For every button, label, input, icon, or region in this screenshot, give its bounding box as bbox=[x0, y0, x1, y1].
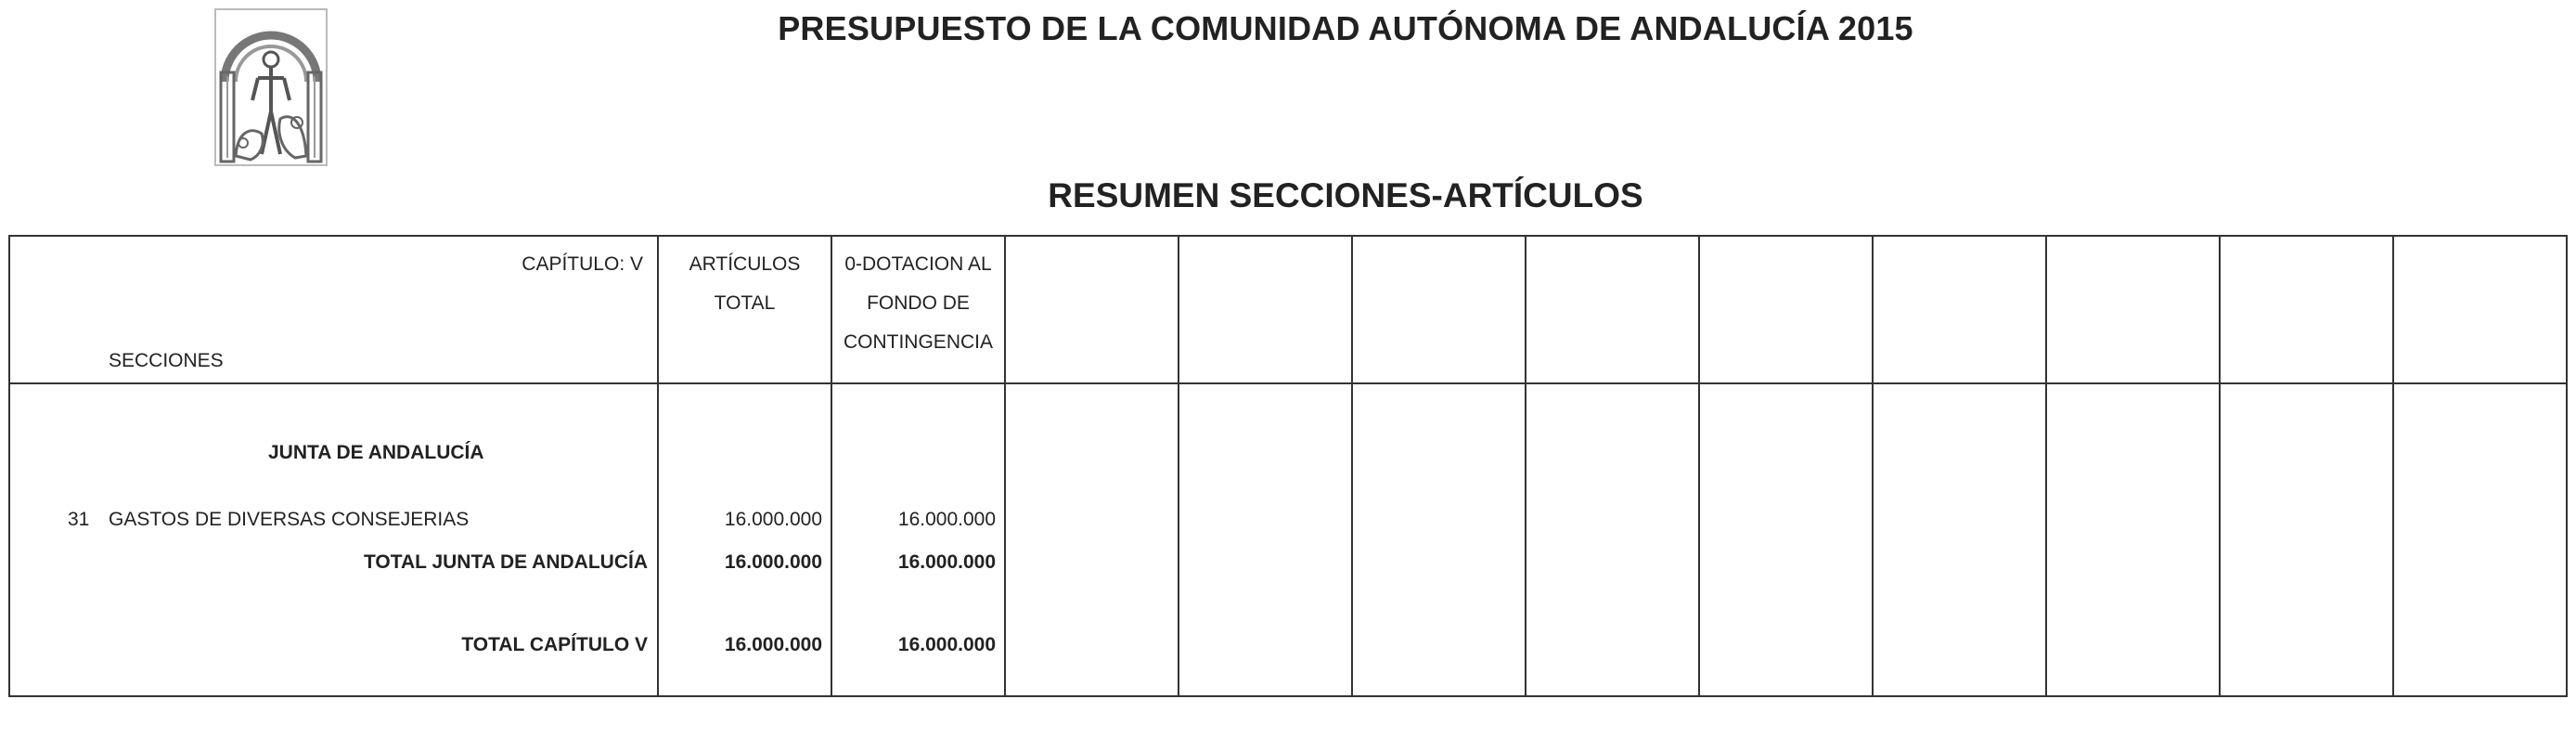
total-value-contingency: 16.000.000 bbox=[897, 634, 996, 655]
column-divider bbox=[2219, 235, 2221, 697]
column-header-total-line1: ARTÍCULOS bbox=[689, 253, 801, 275]
page-subtitle: RESUMEN SECCIONES-ARTÍCULOS bbox=[1048, 176, 1643, 214]
row-value-total: 16.000.000 bbox=[724, 509, 822, 530]
column-header-contingency-line2: FONDO DE bbox=[867, 292, 970, 314]
column-divider bbox=[1351, 235, 1353, 697]
column-divider bbox=[1004, 235, 1006, 697]
column-header-total-line2: TOTAL bbox=[714, 292, 776, 314]
total-value-total: 16.000.000 bbox=[724, 634, 822, 655]
row-code: 31 bbox=[68, 509, 90, 530]
column-divider bbox=[1178, 235, 1179, 697]
row-value-contingency: 16.000.000 bbox=[897, 509, 996, 530]
group-heading: JUNTA DE ANDALUCÍA bbox=[268, 442, 484, 463]
subtotal-value-total: 16.000.000 bbox=[724, 551, 822, 573]
column-divider bbox=[1525, 235, 1526, 697]
column-header-contingency-line1: 0-DOTACION AL bbox=[844, 253, 992, 275]
sections-label: SECCIONES bbox=[109, 350, 224, 371]
column-divider bbox=[1698, 235, 1700, 697]
column-divider bbox=[2392, 235, 2394, 697]
column-divider bbox=[2045, 235, 2047, 697]
subtotal-label: TOTAL JUNTA DE ANDALUCÍA bbox=[363, 551, 648, 573]
subtotal-value-contingency: 16.000.000 bbox=[897, 551, 996, 573]
summary-table bbox=[8, 235, 2568, 697]
header-divider bbox=[8, 382, 2568, 384]
column-divider bbox=[1872, 235, 1874, 697]
chapter-label: CAPÍTULO: V bbox=[522, 253, 643, 275]
page-title: PRESUPUESTO DE LA COMUNIDAD AUTÓNOMA DE ANDALUCÍA 2015 bbox=[778, 9, 1913, 47]
total-label: TOTAL CAPÍTULO V bbox=[461, 634, 648, 655]
column-header-contingency-line3: CONTINGENCIA bbox=[843, 331, 993, 353]
row-label: GASTOS DE DIVERSAS CONSEJERIAS bbox=[109, 509, 470, 530]
